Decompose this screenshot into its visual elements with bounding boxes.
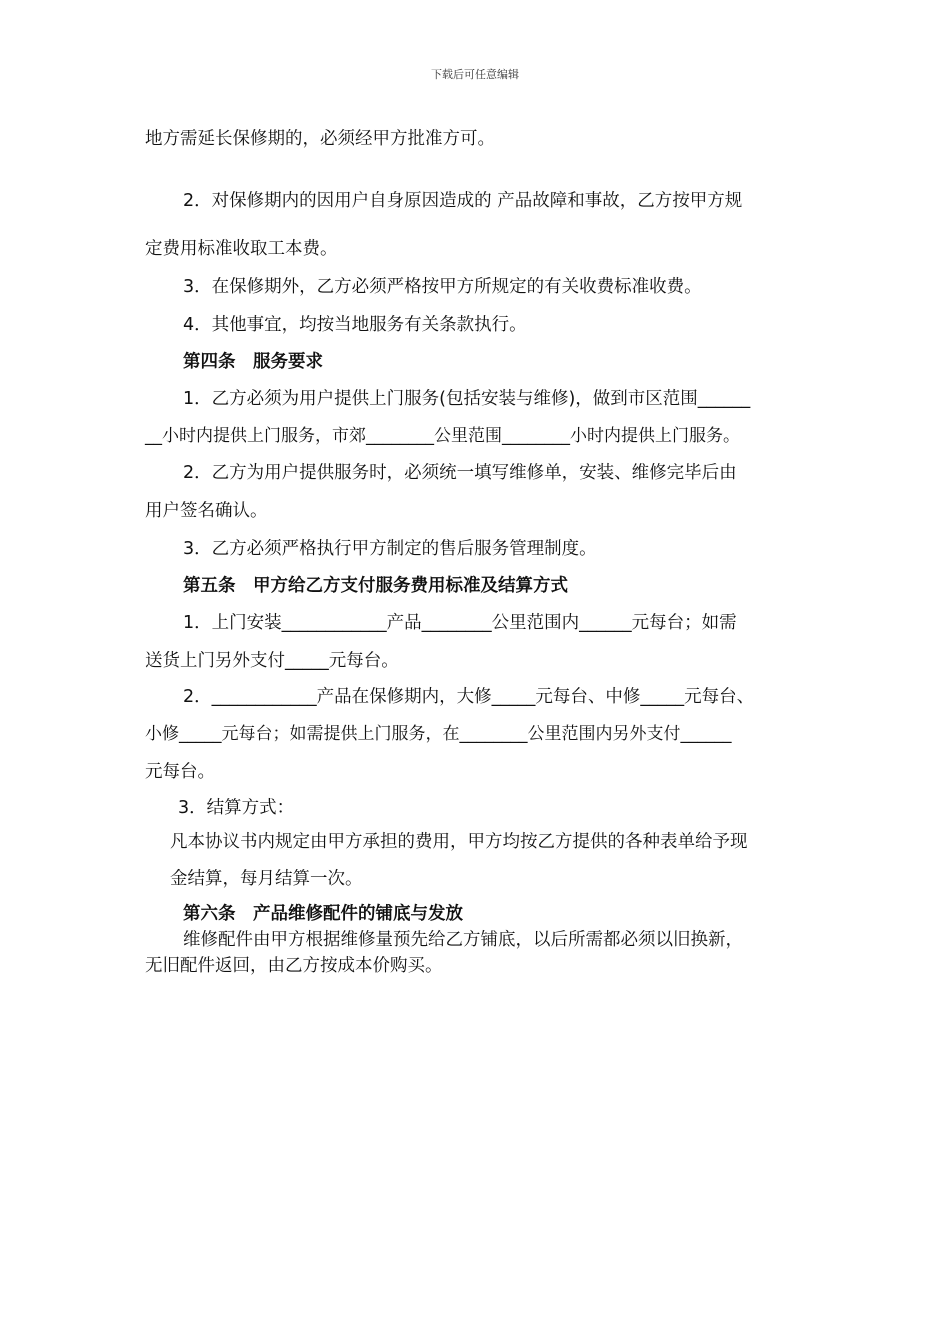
paragraph-line: 维修配件由甲方根据维修量预先给乙方铺底，以后所需都必须以旧换新， xyxy=(183,930,743,950)
paragraph-line: 3．在保修期外，乙方必须严格按甲方所规定的有关收费标准收费。 xyxy=(183,277,702,297)
paragraph-line: 小修_____元每台；如需提供上门服务，在________公里范围内另外支付______ xyxy=(145,724,732,744)
paragraph-line: 送货上门另外支付_____元每台。 xyxy=(145,651,399,671)
paragraph-line: 元每台。 xyxy=(145,762,215,782)
paragraph-line: 凡本协议书内规定由甲方承担的费用，甲方均按乙方提供的各种表单给予现 xyxy=(170,832,748,852)
page-header: 下载后可任意编辑 xyxy=(431,68,519,81)
paragraph-line: 无旧配件返回，由乙方按成本价购买。 xyxy=(145,956,443,976)
paragraph-line: 2．对保修期内的因用户自身原因造成的 产品故障和事故，乙方按甲方规 xyxy=(183,191,743,211)
paragraph-line: 3．结算方式： xyxy=(178,798,295,818)
paragraph-line: 用户签名确认。 xyxy=(145,501,268,521)
section-heading: 第四条 服务要求 xyxy=(183,352,323,372)
section-heading: 第六条 产品维修配件的铺底与发放 xyxy=(183,904,463,924)
section-heading: 第五条 甲方给乙方支付服务费用标准及结算方式 xyxy=(183,576,568,596)
paragraph-line: 金结算，每月结算一次。 xyxy=(170,869,363,889)
paragraph-line: 4．其他事宜，均按当地服务有关条款执行。 xyxy=(183,315,527,335)
paragraph-line: 地方需延长保修期的，必须经甲方批准方可。 xyxy=(145,129,495,149)
paragraph-line: 2．乙方为用户提供服务时，必须统一填写维修单，安装、维修完毕后由 xyxy=(183,463,737,483)
paragraph-line: __小时内提供上门服务，市郊________公里范围________小时内提供上门服务。 xyxy=(145,426,740,446)
paragraph-line: 1．上门安装____________产品________公里范围内______元每台；如需 xyxy=(183,613,737,633)
paragraph-line: 1．乙方必须为用户提供上门服务(包括安装与维修)，做到市区范围______ xyxy=(183,389,751,409)
paragraph-line: 3．乙方必须严格执行甲方制定的售后服务管理制度。 xyxy=(183,539,597,559)
paragraph-line: 定费用标准收取工本费。 xyxy=(145,239,338,259)
paragraph-line: 2．____________产品在保修期内，大修_____元每台、中修_____元每台、 xyxy=(183,687,755,707)
